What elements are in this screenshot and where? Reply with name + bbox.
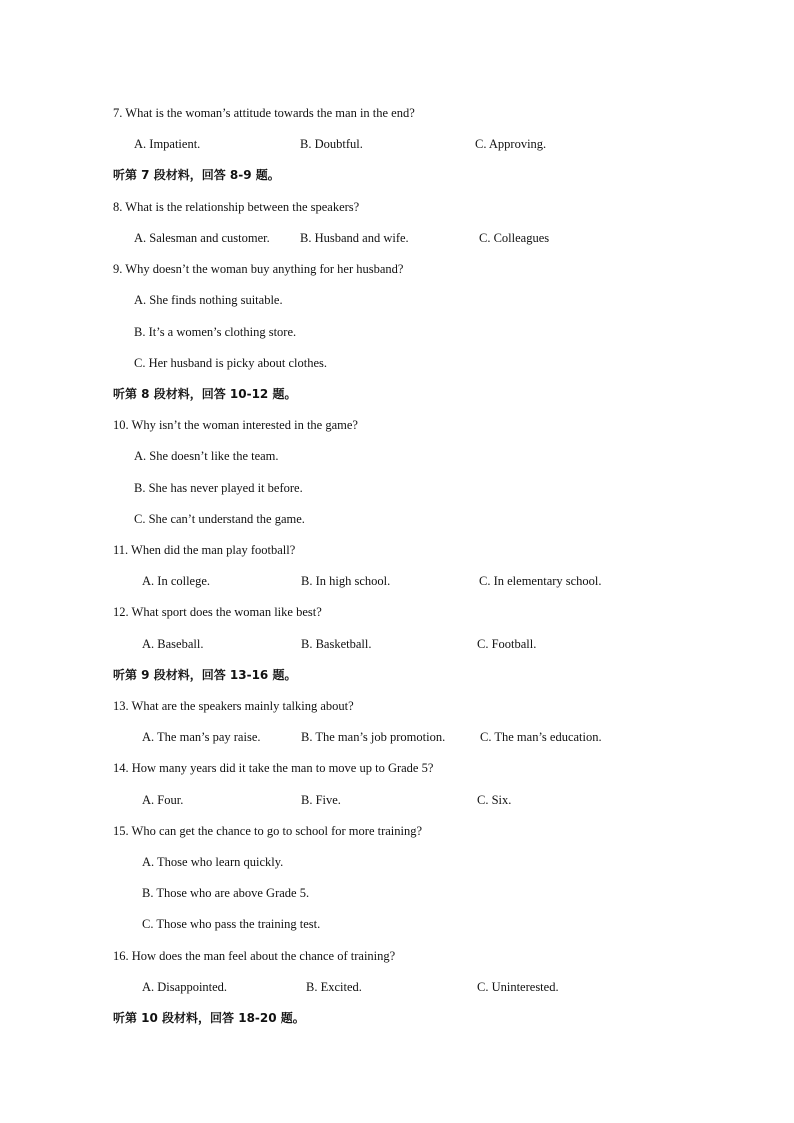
option-a: A. Disappointed. — [142, 980, 228, 994]
option-c: C. Uninterested. — [477, 980, 559, 994]
question-11-options — [0, 571, 794, 591]
section-heading-8-9: 听第 7 段材料，回答 8-9 题。 — [113, 168, 280, 182]
question-15: 15. Who can get the chance to go to school for more training? — [113, 824, 423, 838]
section-heading-18-20: 听第 10 段材料，回答 18-20 题。 — [113, 1011, 305, 1025]
question-15-option-a: A. Those who learn quickly. — [142, 855, 284, 869]
option-b: B. Husband and wife. — [300, 231, 409, 245]
question-8: 8. What is the relationship between the speakers? — [113, 200, 360, 214]
question-13-options — [0, 727, 794, 747]
question-8-options — [0, 228, 794, 248]
question-10: 10. Why isn’t the woman interested in the game? — [113, 418, 358, 432]
question-11: 11. When did the man play football? — [113, 543, 296, 557]
option-b: B. Five. — [301, 793, 341, 807]
option-a: A. The man’s pay raise. — [142, 730, 261, 744]
question-15-option-c: C. Those who pass the training test. — [142, 917, 321, 931]
option-b: B. Doubtful. — [300, 137, 363, 151]
option-c: C. Colleagues — [479, 231, 550, 245]
question-9-option-a: A. She finds nothing suitable. — [134, 293, 283, 307]
question-13: 13. What are the speakers mainly talking about? — [113, 699, 354, 713]
question-14: 14. How many years did it take the man to move up to Grade 5? — [113, 761, 434, 775]
option-c: C. The man’s education. — [480, 730, 602, 744]
section-heading-10-12: 听第 8 段材料，回答 10-12 题。 — [113, 387, 297, 401]
question-10-option-c: C. She can’t understand the game. — [134, 512, 305, 526]
option-a: A. Baseball. — [142, 637, 204, 651]
question-10-option-b: B. She has never played it before. — [134, 481, 303, 495]
option-b: B. The man’s job promotion. — [301, 730, 446, 744]
question-12: 12. What sport does the woman like best? — [113, 605, 322, 619]
question-10-option-a: A. She doesn’t like the team. — [134, 449, 279, 463]
option-a: A. In college. — [142, 574, 211, 588]
option-a: A. Salesman and customer. — [134, 231, 270, 245]
question-16: 16. How does the man feel about the chance of training? — [113, 949, 396, 963]
question-14-options — [0, 790, 794, 810]
question-7: 7. What is the woman’s attitude towards the man in the end? — [113, 106, 415, 120]
question-7-options — [0, 134, 794, 154]
question-16-options — [0, 977, 794, 997]
option-c: C. In elementary school. — [479, 574, 602, 588]
question-9-option-c: C. Her husband is picky about clothes. — [134, 356, 328, 370]
option-c: C. Approving. — [475, 137, 547, 151]
option-b: B. Basketball. — [301, 637, 372, 651]
question-12-options — [0, 634, 794, 654]
section-heading-13-16: 听第 9 段材料，回答 13-16 题。 — [113, 668, 297, 682]
question-9: 9. Why doesn’t the woman buy anything for her husband? — [113, 262, 404, 276]
option-a: A. Impatient. — [134, 137, 201, 151]
option-a: A. Four. — [142, 793, 184, 807]
question-15-option-b: B. Those who are above Grade 5. — [142, 886, 310, 900]
option-b: B. In high school. — [301, 574, 391, 588]
option-c: C. Six. — [477, 793, 512, 807]
option-b: B. Excited. — [306, 980, 362, 994]
option-c: C. Football. — [477, 637, 537, 651]
question-9-option-b: B. It’s a women’s clothing store. — [134, 325, 297, 339]
